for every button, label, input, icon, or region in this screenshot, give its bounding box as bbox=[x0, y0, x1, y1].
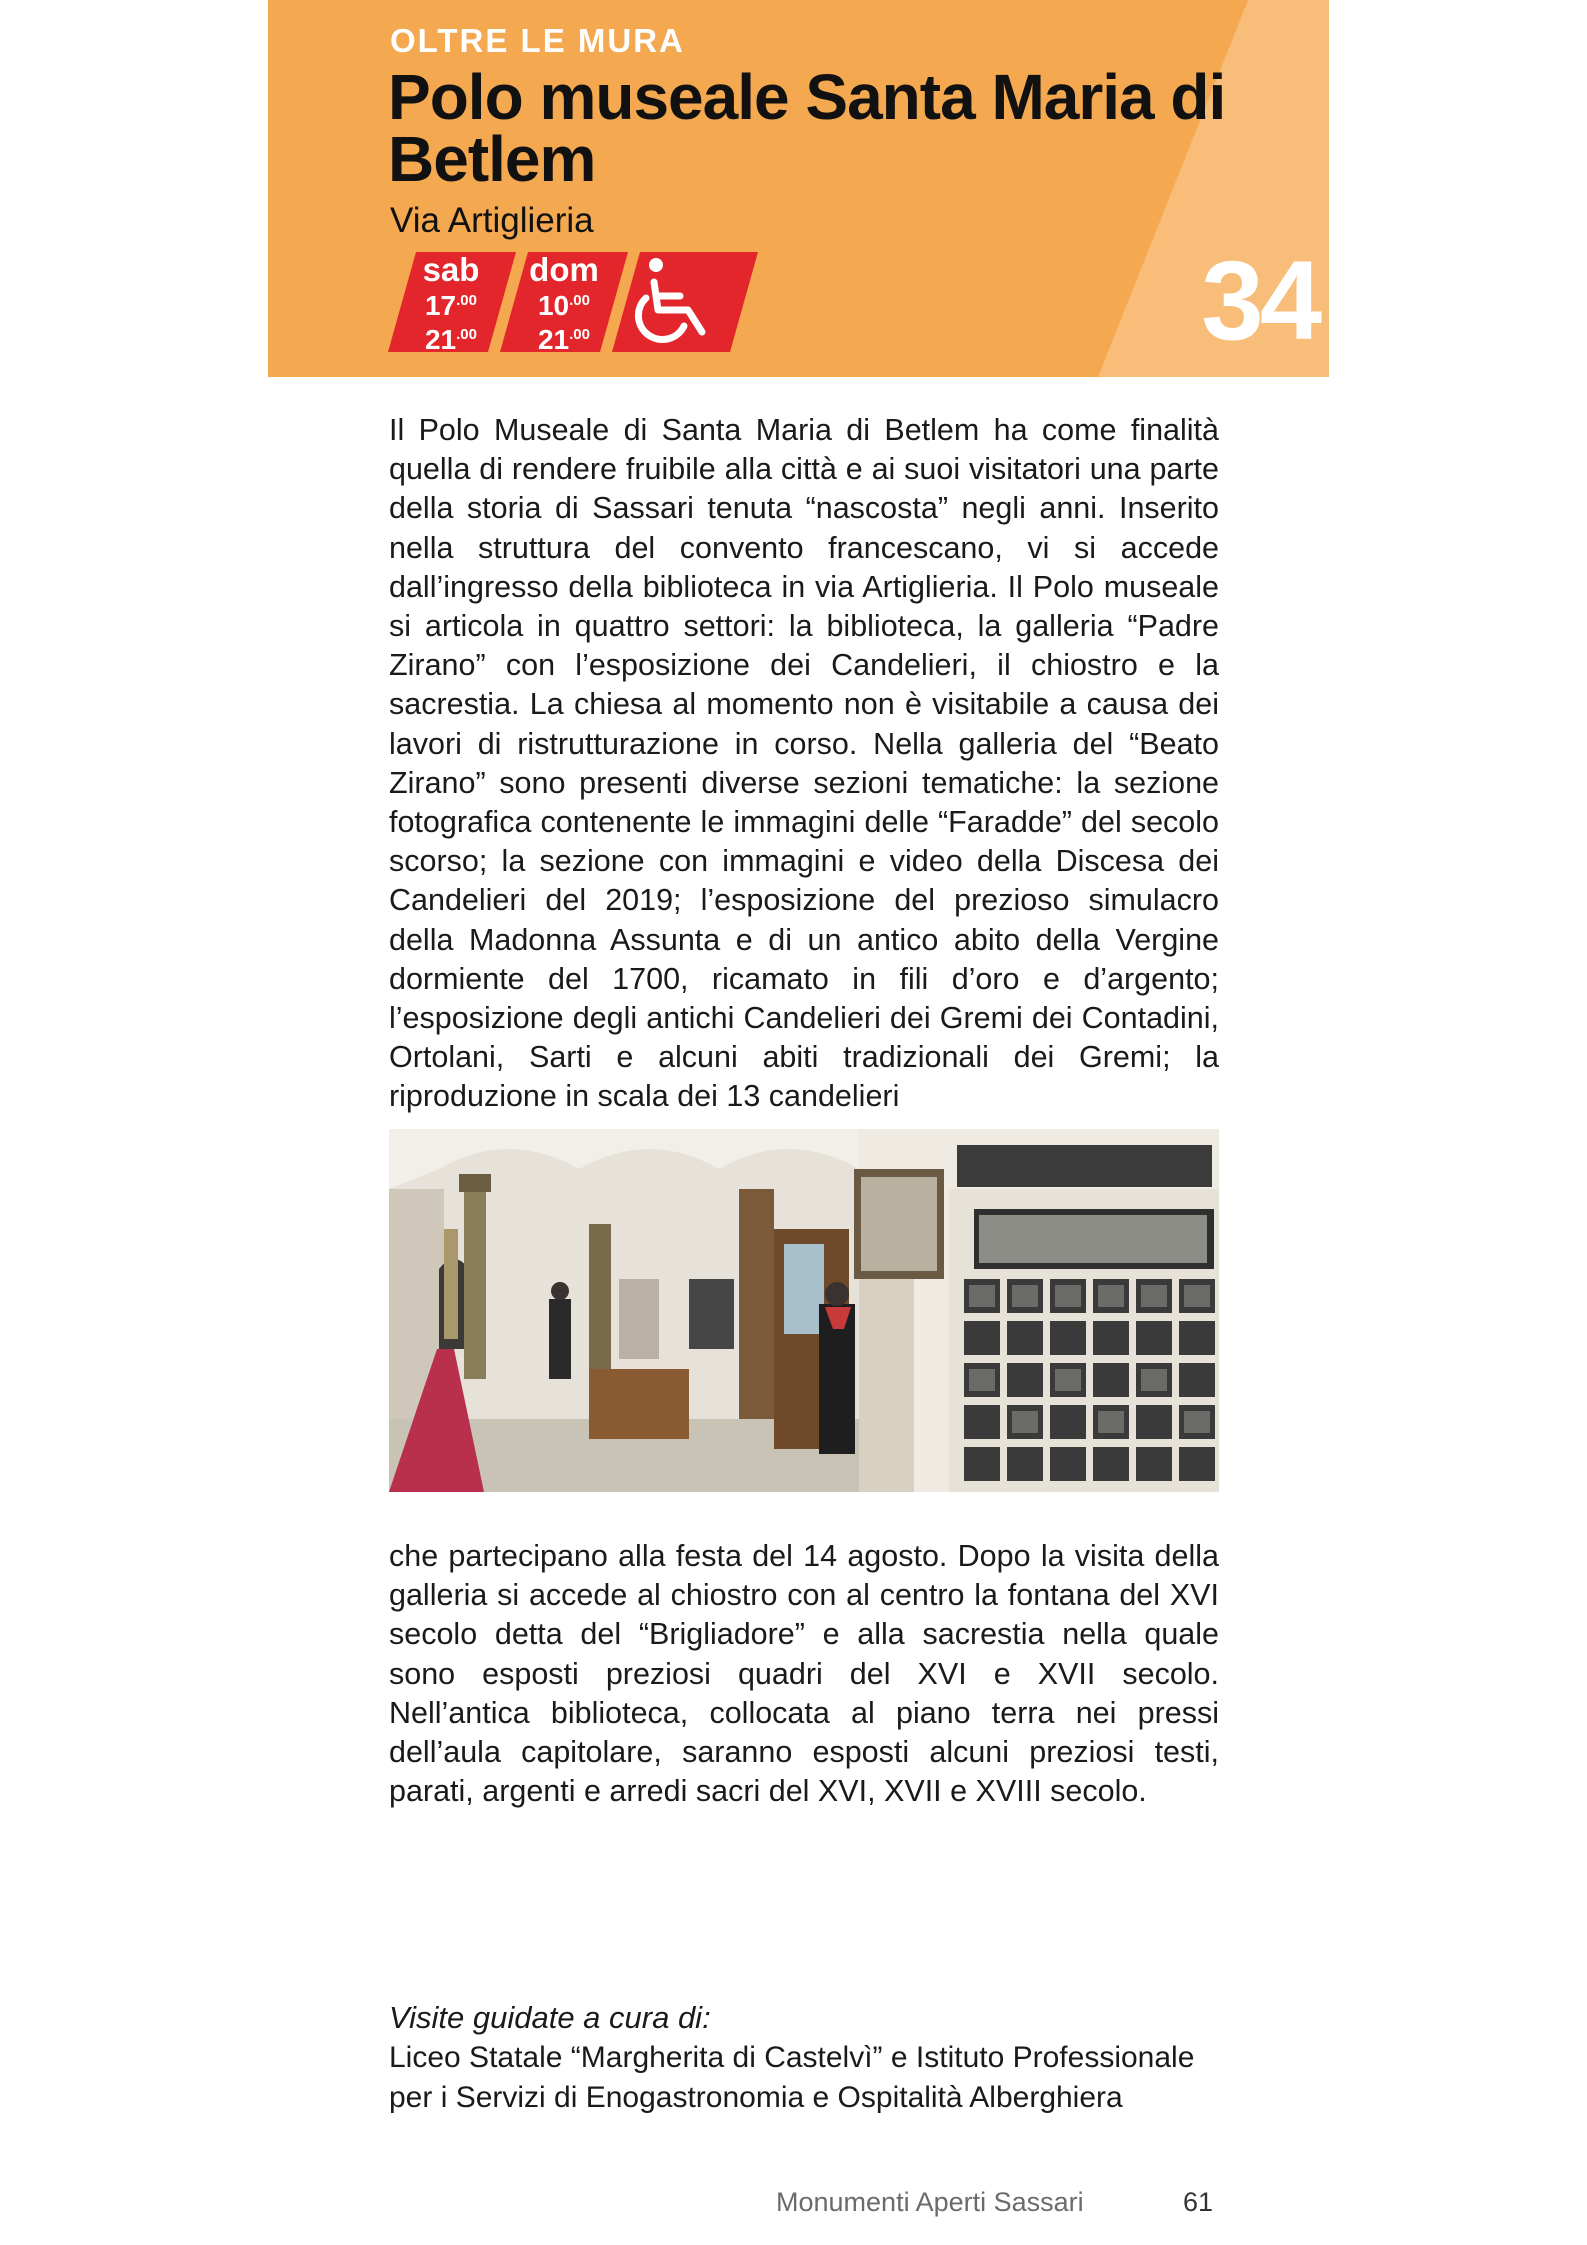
page-title: Polo museale Santa Maria di Betlem bbox=[388, 61, 1226, 195]
badge-sab-day: sab bbox=[422, 251, 480, 288]
footer-publication: Monumenti Aperti Sassari bbox=[776, 2187, 1084, 2217]
schedule-badges bbox=[388, 251, 768, 355]
badge-dom-day: dom bbox=[529, 251, 599, 288]
badge-sab-close: $21^{.00}$ bbox=[424, 324, 477, 355]
body-paragraph-2: che partecipano alla festa del 14 agosto. Dopo la visita della galleria si accede al chiostro con al centro la fontana del XVI secolo detta del “Brigliadore” e alla sacrestia nella quale sono esposti preziosi quadri del XVI e XVII secolo. Nell’antica biblioteca, collocata al piano terra nei pressi dell’aula capitolare, saranno esposti alcuni preziosi testi, parati, argenti e arredi sacri del XVI, XVII e XVIII secolo. bbox=[389, 1539, 1219, 1809]
badge-dom-open: $10^{.00}$ bbox=[537, 290, 590, 321]
badge-sab-open: $17^{.00}$ bbox=[424, 290, 477, 321]
header-band bbox=[268, 0, 1329, 377]
badge-access-shape bbox=[612, 252, 758, 352]
badge-dom bbox=[516, 251, 612, 355]
gallery-photo bbox=[389, 1129, 1219, 1492]
badge-dom-close: $21^{.00}$ bbox=[537, 324, 590, 355]
body-paragraph-1: Il Polo Museale di Santa Maria di Betlem ha come finalità quella di rendere fruibile alla città e ai suoi visitatori una parte della storia di Sassari tenuta “nascosta” negli anni. Inserito nella struttura del convento francescano, vi si accede dall’ingresso della biblioteca in via Artiglieria. Il Polo museale si articola in quattro settori: la biblioteca, la galleria “Padre Zirano” con l’esposizione dei Candelieri, il chiostro e la sacrestia. La chiesa al momento non è visitabile a causa dei lavori di ristrutturazione in corso. Nella galleria del “Beato Zirano” sono presenti diverse sezioni tematiche: la sezione fotografica contenente le immagini delle “Faradde” del secolo scorso; la sezione con immagini e video della Discesa dei Candelieri del 2019; l’esposizione del prezioso simulacro della Madonna Assunta e di un antico abito della Vergine dormiente del 1700, ricamato in fili d’oro e d’argento; l’esposizione degli antichi Candelieri dei Gremi dei Contadini, Ortolani, Sarti e alcuni abiti tradizionali dei Gremi; la riproduzione in scala dei 13 candelieri bbox=[389, 413, 1219, 1114]
credits-text: Liceo Statale “Margherita di Castelvì” e Istituto Professionale per i Servizi di Enogastronomia e Ospitalità Alberghiera bbox=[389, 2041, 1195, 2114]
monument-number: 34 bbox=[1201, 238, 1318, 363]
credits-label: Visite guidate a cura di: bbox=[389, 2000, 711, 2035]
page-number: 61 bbox=[1183, 2187, 1214, 2217]
address: Via Artiglieria bbox=[390, 201, 594, 240]
section-label: OLTRE LE MURA bbox=[390, 22, 685, 59]
badge-sab bbox=[406, 251, 496, 355]
